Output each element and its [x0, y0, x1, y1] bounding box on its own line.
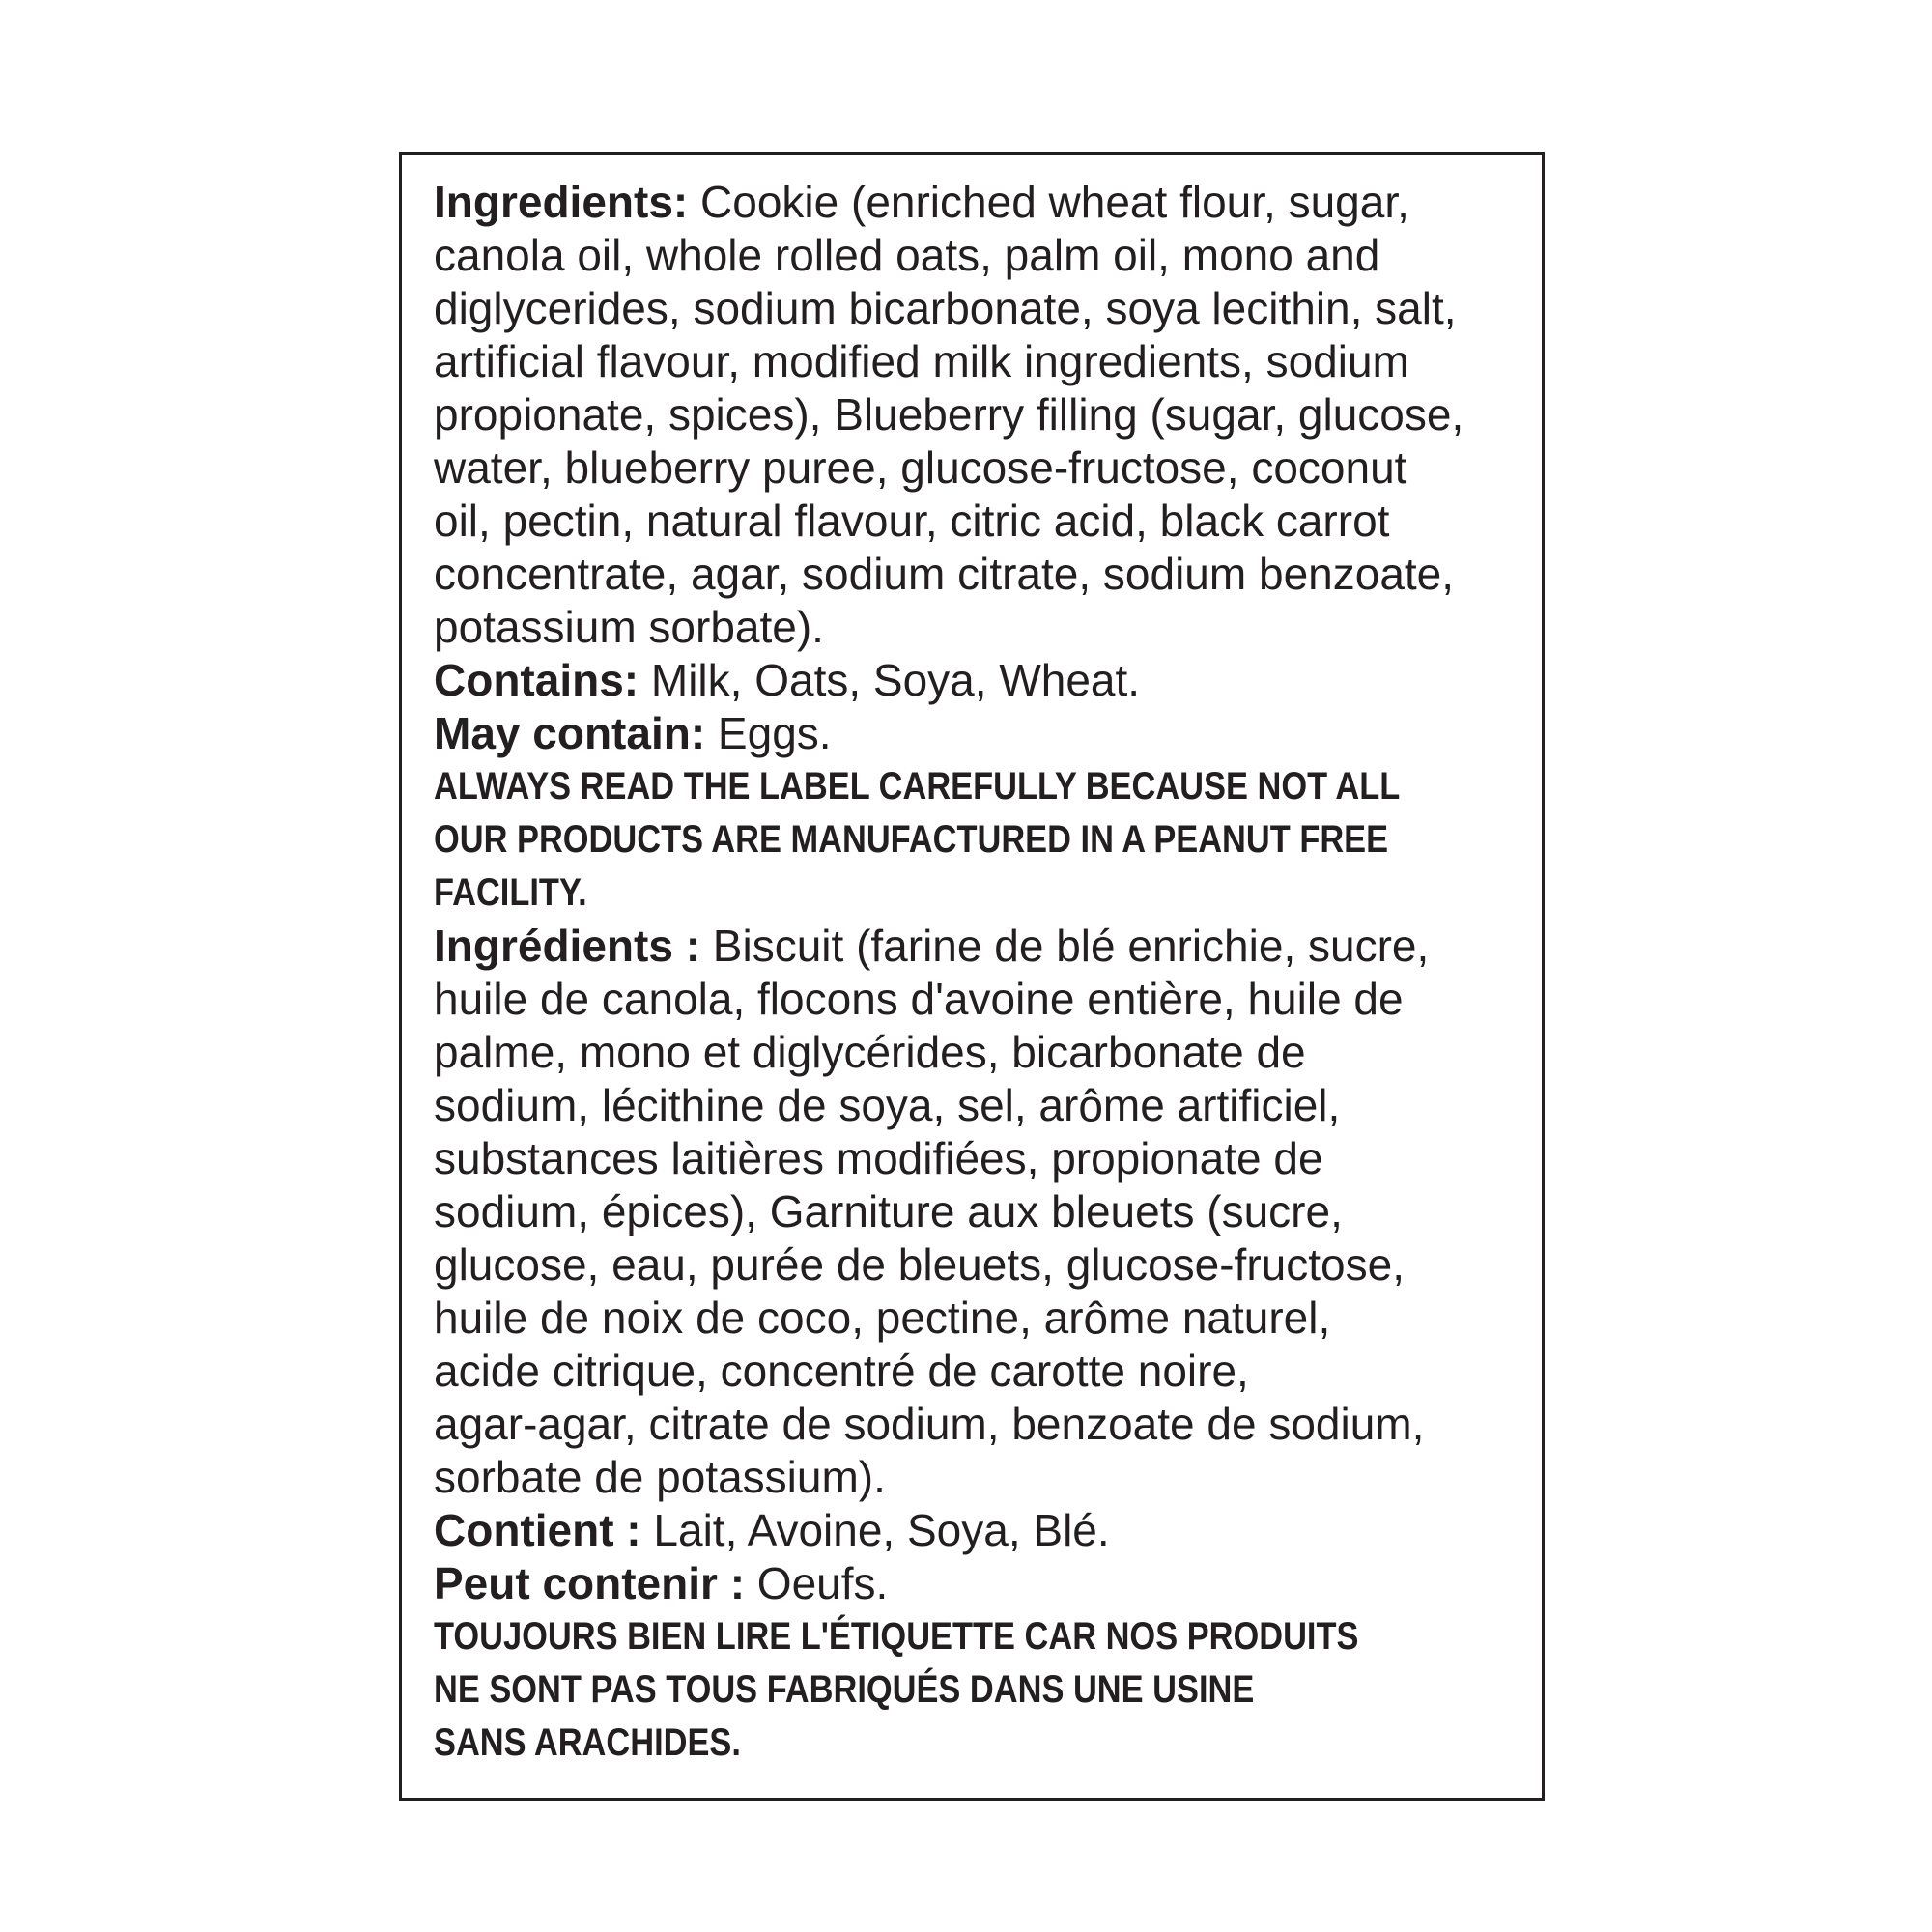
fr-ingredients-line-8: huile de noix de coco, pectine, arôme naturel,: [434, 1293, 1331, 1343]
en-may-contain-text: Eggs.: [705, 708, 832, 758]
en-warning-line-2: OUR PRODUCTS ARE MANUFACTURED IN A PEANUT FREE: [434, 818, 1389, 861]
en-may-contain-heading: May contain:: [434, 708, 706, 758]
fr-ingredients-line-1: [434, 920, 1530, 973]
fr-may-contain-line: [434, 1557, 1530, 1610]
fr-ingredients-line-6: sodium, épices), Garniture aux bleuets (sucre,: [434, 1186, 1343, 1236]
en-ingredients-line-6: water, blueberry puree, glucose-fructose, coconut: [434, 442, 1407, 493]
fr-may-contain-text: Oeufs.: [745, 1558, 889, 1608]
en-warning-line-1: ALWAYS READ THE LABEL CAREFULLY BECAUSE NOT ALL: [434, 765, 1401, 808]
fr-warning-line-1: TOUJOURS BIEN LIRE L'ÉTIQUETTE CAR NOS PRODUITS: [434, 1615, 1359, 1658]
fr-ingredients-line-2: huile de canola, flocons d'avoine entière, huile de: [434, 974, 1404, 1024]
en-contains-text: Milk, Oats, Soya, Wheat.: [639, 655, 1141, 705]
en-ingredients-line-9: potassium sorbate).: [434, 602, 824, 652]
en-may-contain-line: [434, 707, 1530, 760]
en-contains-heading: Contains:: [434, 655, 639, 705]
fr-ingredients-line-9: acide citrique, concentré de carotte noire,: [434, 1346, 1249, 1396]
fr-contains-text: Lait, Avoine, Soya, Blé.: [640, 1505, 1110, 1555]
fr-ingredients-line-7: glucose, eau, purée de bleuets, glucose-fructose,: [434, 1239, 1405, 1290]
ingredients-label-text: [434, 176, 1530, 1770]
fr-ingredients-text-1: Biscuit (farine de blé enrichie, sucre,: [700, 921, 1430, 971]
en-ingredients-line-5: propionate, spices), Blueberry filling (sugar, glucose,: [434, 389, 1464, 440]
en-ingredients-text-1: Cookie (enriched wheat flour, sugar,: [688, 177, 1409, 227]
en-ingredients-line-2: canola oil, whole rolled oats, palm oil, mono and: [434, 230, 1380, 280]
en-warning-line-3: FACILITY.: [434, 871, 587, 914]
fr-ingredients-line-10: agar-agar, citrate de sodium, benzoate de sodium,: [434, 1399, 1425, 1449]
fr-ingredients-heading: Ingrédients :: [434, 921, 701, 971]
fr-warning-line-3: SANS ARACHIDES.: [434, 1721, 741, 1764]
fr-ingredients-line-5: substances laitières modifiées, propionate de: [434, 1133, 1323, 1183]
fr-ingredients-line-11: sorbate de potassium).: [434, 1452, 886, 1502]
fr-warning-line-2: NE SONT PAS TOUS FABRIQUÉS DANS UNE USINE: [434, 1668, 1255, 1711]
en-ingredients-line-8: concentrate, agar, sodium citrate, sodium benzoate,: [434, 549, 1455, 599]
fr-contains-heading: Contient :: [434, 1505, 641, 1555]
en-ingredients-line-1: [434, 176, 1530, 229]
fr-ingredients-line-3: palme, mono et diglycérides, bicarbonate de: [434, 1027, 1306, 1077]
en-ingredients-heading: Ingredients:: [434, 177, 689, 227]
fr-ingredients-line-4: sodium, lécithine de soya, sel, arôme artificiel,: [434, 1080, 1341, 1130]
en-ingredients-line-3: diglycerides, sodium bicarbonate, soya lecithin, salt,: [434, 283, 1457, 333]
en-contains-line: [434, 654, 1530, 707]
en-ingredients-line-7: oil, pectin, natural flavour, citric acid, black carrot: [434, 496, 1390, 546]
fr-contains-line: [434, 1504, 1530, 1557]
fr-may-contain-heading: Peut contenir :: [434, 1558, 746, 1608]
en-ingredients-line-4: artificial flavour, modified milk ingredients, sodium: [434, 336, 1409, 386]
ingredients-label-box: [399, 152, 1545, 1801]
